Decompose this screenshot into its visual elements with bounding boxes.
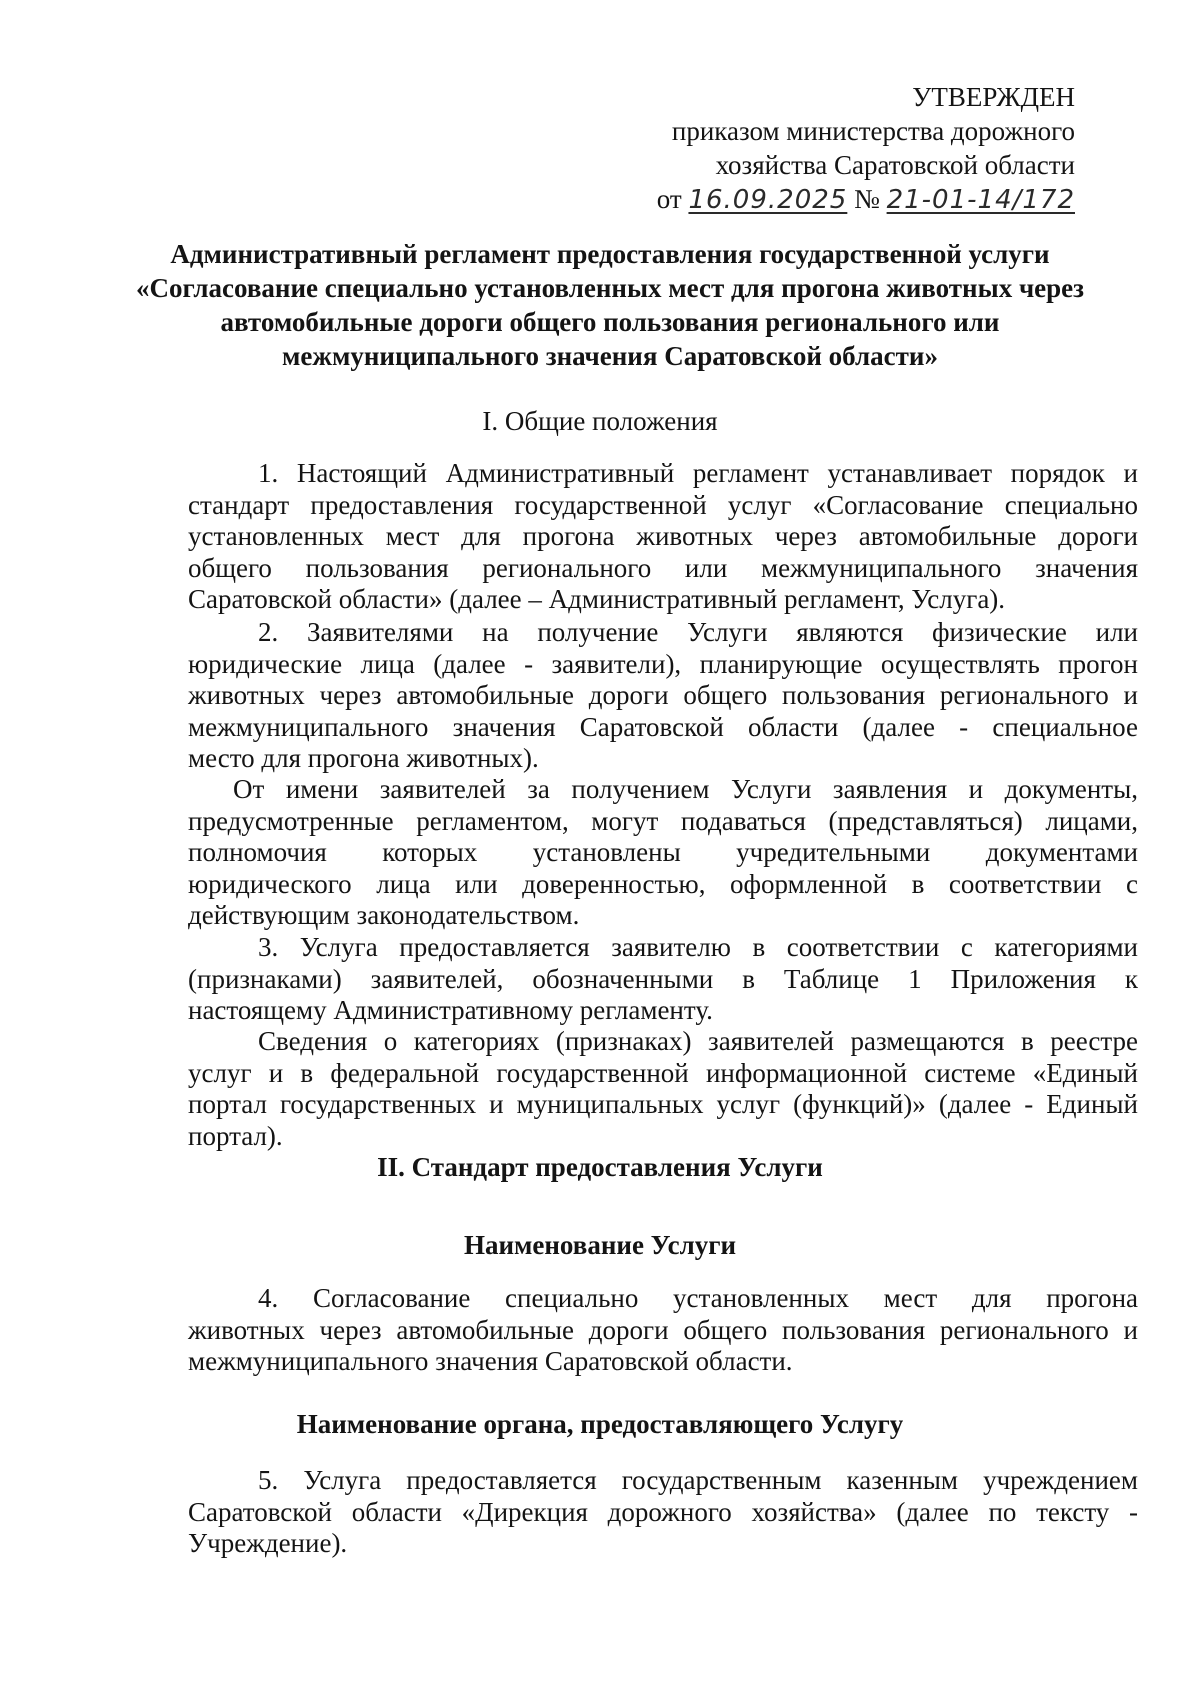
- paragraph-4: [188, 1283, 1138, 1378]
- text-line: услуг и в федеральной государственной информационной системе «Единый: [188, 1057, 1138, 1088]
- text-line: портал государственных и муниципальных услуг (функций)» (далее - Единый: [188, 1089, 1138, 1119]
- approval-date-line: [657, 182, 1075, 217]
- text-line: животных через автомобильные дороги общего пользования регионального и: [188, 680, 1138, 710]
- text-line: 5. Услуга предоставляется государственным казенным учреждением: [258, 1465, 1138, 1495]
- approval-org: хозяйства Саратовской области: [715, 150, 1075, 180]
- text-line: 4. Согласование специально установленных мест для прогона: [258, 1283, 1138, 1313]
- text-line: стандарт предоставления государственной услуг «Согласование специально: [188, 489, 1138, 520]
- subheading-provider: Наименование органа, предоставляющего Услугу: [296, 1409, 904, 1439]
- approval-number: 21-01-14/172: [886, 185, 1075, 215]
- title-line: Административный регламент предоставления государственной услуги: [170, 239, 1050, 269]
- text-line: предусмотренные регламентом, могут подаваться (представляться) лицами,: [188, 805, 1138, 836]
- approval-block: [657, 80, 1075, 217]
- text-line: установленных мест для прогона животных через автомобильные дороги: [188, 521, 1138, 551]
- text-line: 2. Заявителями на получение Услуги являются физические или: [258, 617, 1138, 647]
- text-line: портал).: [188, 1120, 283, 1151]
- text-line: Саратовской области» (далее – Административный регламент, Услуга).: [188, 584, 1006, 614]
- text-line: 3. Услуга предоставляется заявителю в соответствии с категориями: [258, 932, 1138, 962]
- approval-status: УТВЕРЖДЕН: [912, 82, 1075, 112]
- title-line: автомобильные дороги общего пользования регионального или: [220, 307, 1000, 337]
- text-line: Учреждение).: [188, 1528, 348, 1558]
- text-line: межмуниципального значения Саратовской области.: [188, 1346, 793, 1376]
- from-label: от: [656, 184, 682, 214]
- approval-order: приказом министерства дорожного: [671, 116, 1075, 146]
- text-line: животных через автомобильные дороги общего пользования регионального и: [188, 1314, 1138, 1345]
- text-line: юридического лица или доверенностью, оформленной в соответствии с: [188, 868, 1138, 899]
- section-heading-standard: II. Стандарт предоставления Услуги: [377, 1152, 823, 1182]
- text-line: (признаками) заявителей, обозначенными в Таблице 1 Приложения к: [188, 963, 1138, 994]
- title-line: межмуниципального значения Саратовской области»: [282, 341, 938, 371]
- number-label: №: [854, 184, 880, 214]
- text-line: действующим законодательством.: [188, 900, 580, 930]
- paragraph-3: [188, 932, 1138, 1027]
- section-heading-general: I. Общие положения: [482, 406, 718, 436]
- subheading-service-name: Наименование Услуги: [463, 1230, 737, 1260]
- text-line: 1. Настоящий Административный регламент устанавливает порядок и: [258, 458, 1138, 488]
- text-line: настоящему Административному регламенту.: [188, 995, 713, 1025]
- text-line: межмуниципального значения Саратовской области (далее - специальное: [188, 711, 1138, 742]
- text-line: юридические лица (далее - заявители), планирующие осуществлять прогон: [188, 648, 1138, 679]
- paragraph-5: [188, 1465, 1138, 1560]
- text-line: полномочия которых установлены учредительными документами: [188, 837, 1138, 867]
- paragraph-2: [188, 617, 1138, 775]
- paragraph-1: [188, 458, 1138, 616]
- text-line: Сведения о категориях (признаках) заявителей размещаются в реестре: [258, 1026, 1138, 1056]
- text-line: От имени заявителей за получением Услуги заявления и документы,: [233, 774, 1138, 804]
- document-title: [120, 237, 1100, 373]
- text-line: место для прогона животных).: [188, 743, 539, 773]
- title-line: «Согласование специально установленных мест для прогона животных через: [135, 273, 1085, 303]
- paragraph-2b: [188, 774, 1138, 932]
- approval-date: 16.09.2025: [688, 185, 848, 215]
- paragraph-3b: [188, 1026, 1138, 1152]
- text-line: Саратовской области «Дирекция дорожного хозяйства» (далее по тексту -: [188, 1496, 1138, 1527]
- text-line: общего пользования регионального или межмуниципального значения: [188, 552, 1138, 583]
